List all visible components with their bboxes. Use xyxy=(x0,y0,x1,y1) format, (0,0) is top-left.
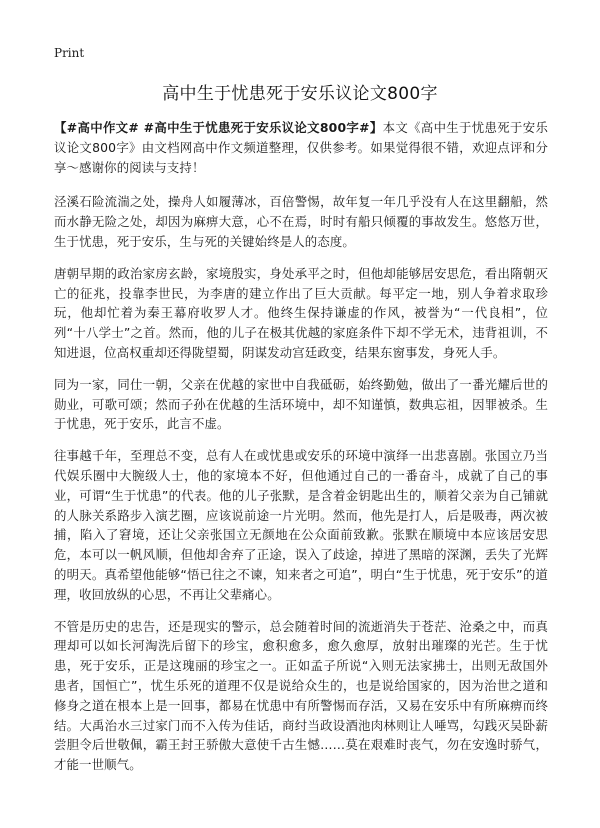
intro-text: 本文《高中生于忧患死于安乐议论文800字》由文档网高中作文频道整理，仅供参考。如果觉得很不错，欢迎点评和分享～感谢你的阅读与支持！ xyxy=(54,120,549,175)
paragraph-1: 泾溪石险流湍之处，操舟人如履薄冰，百倍警惕，故年复一年几乎没有人在这里翻船，然而水静无险之处，却因为麻痹大意，心不在焉，时时有船只倾覆的事故发生。悠悠万世，生于忧患，死于安乐，生与死的关键始终是人的态度。 xyxy=(54,194,548,249)
paragraph-5: 不管是历史的忠告，还是现实的警示，总会随着时间的流逝消失于苍茫、沧桑之中，而真理却可以如长河淘洗后留下的珍宝，愈积愈多，愈久愈厚，放射出璀璨的光芒。生于忧患，死于安乐，正是这瑰丽的珍宝之一。正如孟子所说“入则无法家拂士，出则无敌国外患者，国恒亡”，忧生乐死的道理不仅是说给众生的，也是说给国家的，因为治世之道和修身之道在根本上是一回事，都易在忧患中有所警惕而存活，又易在安乐中有所麻痹而终结。大禹治水三过家门而不入传为佳话，商纣当政设酒池肉林则让人唾骂，勾践灭吴卧薪尝胆令后世敬佩，霸王封王骄傲大意使千古生憾……莫在艰难时丧气，勿在安逸时骄气，才能一世顺气。 xyxy=(54,618,548,773)
page-title: 高中生于忧患死于安乐议论文800字 xyxy=(162,84,438,104)
tag-heading: 【#高中作文# #高中生于忧患死于安乐议论文800字#】 xyxy=(54,120,383,135)
paragraph-4: 往事越千年，至理总不变，总有人在或忧患或安乐的环境中演绎一出悲喜剧。张国立乃当代娱乐圈中大腕级人士，他的家境本不好，但他通过自己的一番奋斗，成就了自己的事业，可谓“生于忧患”的代表。他的儿子张默，是含着金钥匙出生的，顺着父亲为自己铺就的人脉关系路步入演艺圈，应该说前途一片光明。然而，他先是打人，后是吸毒，两次被捕，陷入了窘境，还让父亲张国立无颜地在公众面前致歉。张默在顺境中本应该居安思危，本可以一帆风顺，但他却舍弃了正途，误入了歧途，掉进了黑暗的深渊，丢失了光辉的明天。真希望他能够“悟已往之不谏，知来者之可追”，明白“生于忧患，死于安乐”的道理，收回放纵的心思，不再让父辈痛心。 xyxy=(54,448,548,602)
paragraph-3: 同为一家，同仕一朝，父亲在优越的家世中自我砥砺，始终勤勉，做出了一番光耀后世的勋业，可歌可颂；然而子孙在优越的生活环境中，却不知谨慎，数典忘祖，因罪被杀。生于忧患，死于安乐，此言不虚。 xyxy=(54,376,548,432)
paragraph-2: 唐朝早期的政治家房玄龄，家境殷实，身处承平之时，但他却能够居安思危，看出隋朝灭亡的征兆，投靠李世民，为李唐的建立作出了巨大贡献。每平定一地，别人争着求取珍玩，他却忙着为秦王幕府收罗人才。他终生保持谦虚的作风，被誉为“一代良相”，位列“十八学士”之首。然而，他的儿子在极其优越的家庭条件下却不学无术，违背祖训，不知进退，位高权重却还得陇望蜀，阴谋发动宫廷政变，结果东窗事发，身死人手。 xyxy=(54,265,548,360)
print-link[interactable]: Print xyxy=(54,46,85,60)
article-body xyxy=(54,118,548,787)
intro-paragraph xyxy=(54,118,548,177)
